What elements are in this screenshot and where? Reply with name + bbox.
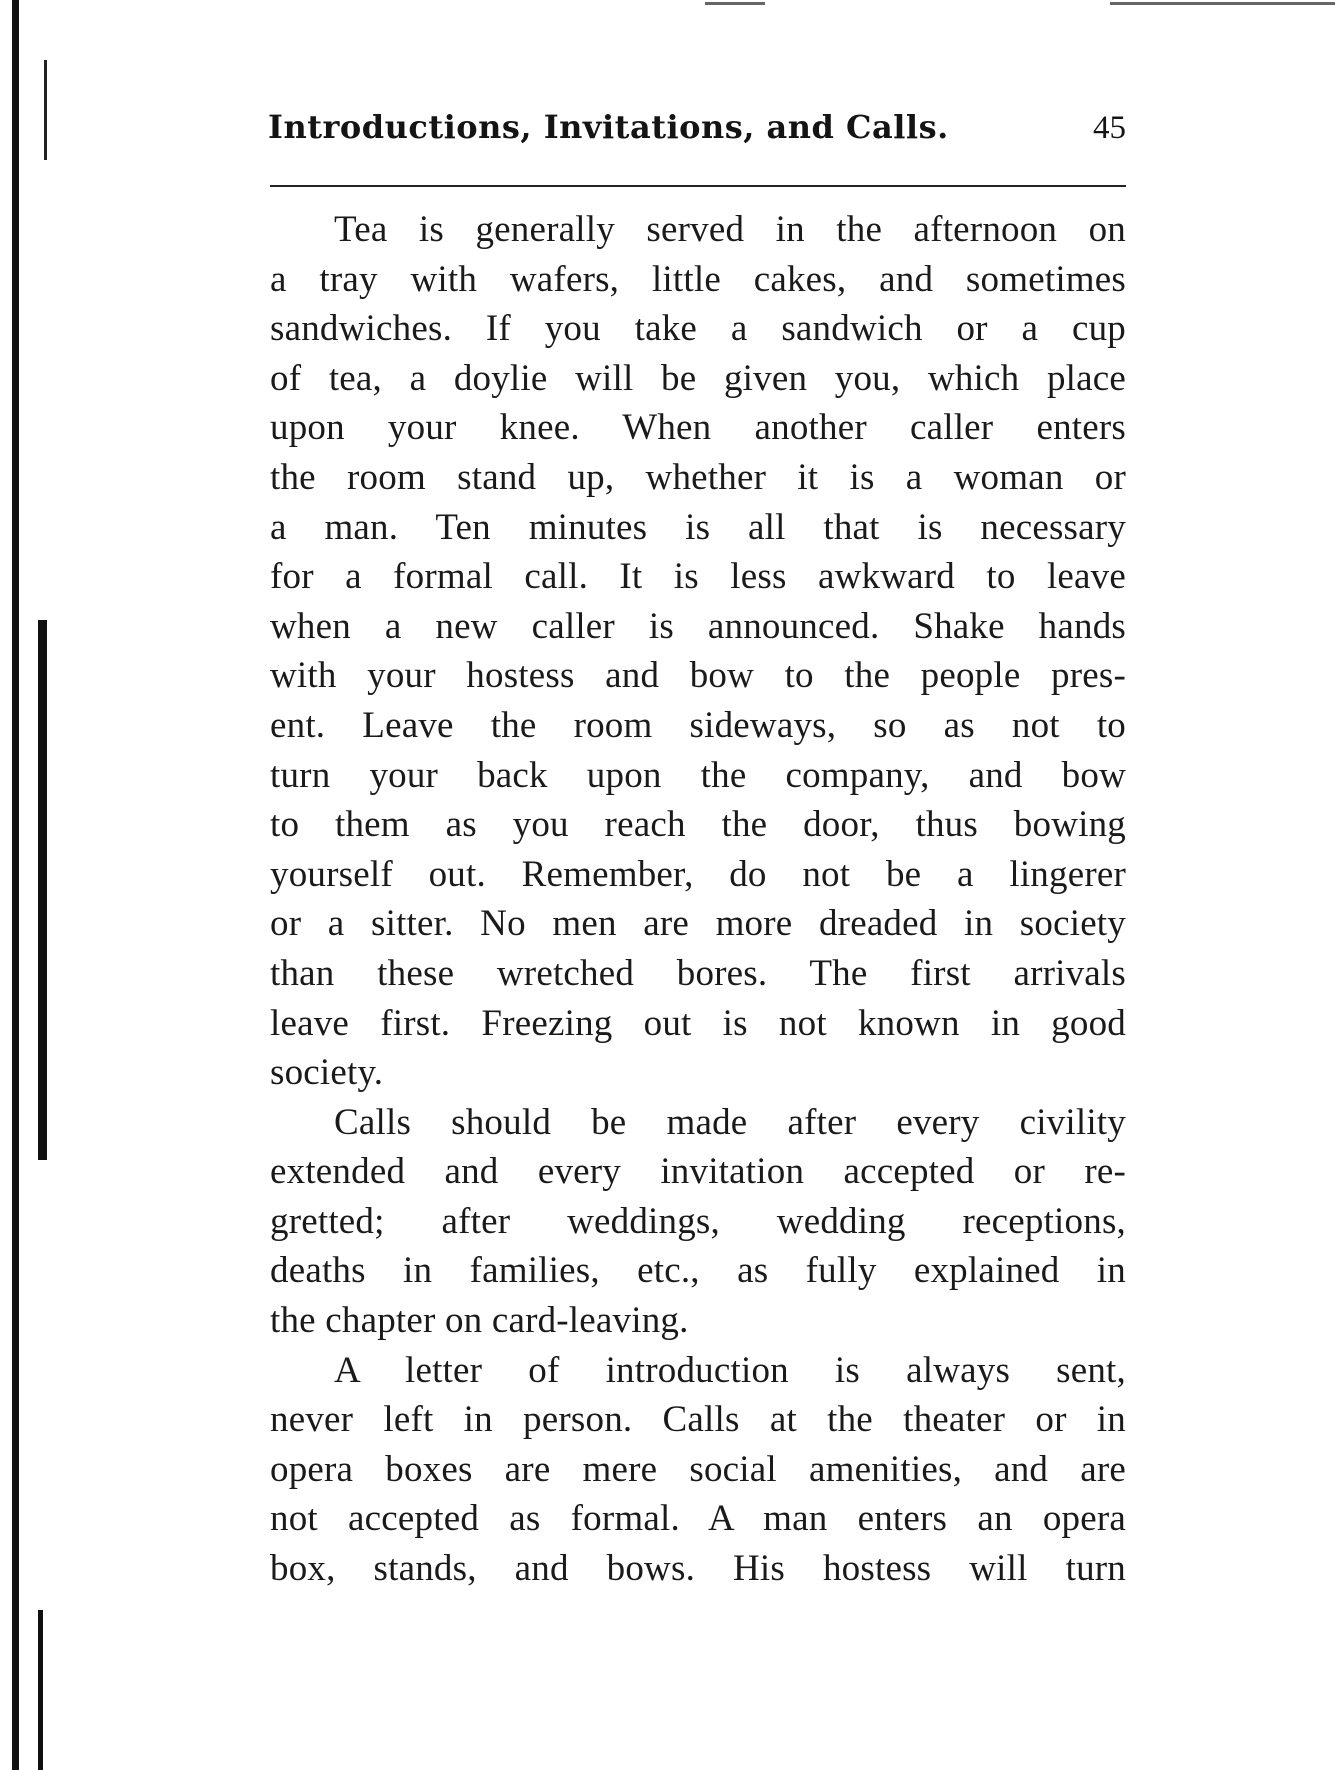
text-line: to them as you reach the door, thus bowing bbox=[270, 804, 1126, 846]
text-line: sandwiches. If you take a sandwich or a cup bbox=[270, 308, 1126, 350]
text-line: a man. Ten minutes is all that is necessary bbox=[270, 506, 1126, 548]
paragraph-2 bbox=[270, 1098, 1126, 1346]
text-line: of tea, a doylie will be given you, which place bbox=[270, 357, 1126, 399]
text-line: opera boxes are mere social amenities, and are bbox=[270, 1448, 1126, 1490]
text-line: or a sitter. No men are more dreaded in society bbox=[270, 903, 1126, 945]
scan-binding-edge bbox=[12, 0, 19, 1770]
text-line: the room stand up, whether it is a woman or bbox=[270, 456, 1126, 498]
text-line: turn your back upon the company, and bow bbox=[270, 754, 1126, 796]
page-number: 45 bbox=[1093, 110, 1126, 146]
text-line: for a formal call. It is less awkward to leave bbox=[270, 556, 1126, 598]
text-line: society. bbox=[270, 1052, 384, 1094]
text-line: gretted; after weddings, wedding receptions, bbox=[270, 1200, 1126, 1242]
text-line: A letter of introduction is always sent, bbox=[334, 1349, 1126, 1391]
paragraph-1 bbox=[270, 205, 1126, 1098]
text-line: Tea is generally served in the afternoon on bbox=[334, 209, 1126, 250]
text-line: deaths in families, etc., as fully explained in bbox=[270, 1250, 1126, 1292]
scan-smudge bbox=[1110, 2, 1335, 5]
text-line: not accepted as formal. A man enters an opera bbox=[270, 1498, 1126, 1540]
scan-smudge bbox=[705, 2, 765, 5]
paragraph-3 bbox=[270, 1346, 1126, 1594]
text-line: a tray with wafers, little cakes, and sometimes bbox=[270, 258, 1126, 300]
scan-binding-shadow bbox=[38, 620, 47, 1160]
page-header bbox=[268, 108, 1126, 158]
text-line: with your hostess and bow to the people pres- bbox=[270, 655, 1126, 697]
text-line: box, stands, and bows. His hostess will turn bbox=[270, 1548, 1126, 1590]
scan-binding-mark bbox=[44, 60, 47, 160]
text-line: yourself out. Remember, do not be a lingerer bbox=[270, 853, 1126, 895]
text-line: extended and every invitation accepted or re- bbox=[270, 1151, 1126, 1193]
text-line: than these wretched bores. The first arrivals bbox=[270, 952, 1126, 994]
text-line: when a new caller is announced. Shake hands bbox=[270, 605, 1126, 647]
header-rule bbox=[270, 185, 1126, 187]
running-head: Introductions, Invitations, and Calls. bbox=[268, 108, 949, 146]
scan-binding-shadow-bottom bbox=[38, 1610, 43, 1770]
text-line: upon your knee. When another caller enters bbox=[270, 407, 1126, 449]
text-line: the chapter on card-leaving. bbox=[270, 1300, 689, 1342]
text-line: ent. Leave the room sideways, so as not to bbox=[270, 704, 1126, 746]
text-line: never left in person. Calls at the theater or in bbox=[270, 1399, 1126, 1441]
body-text bbox=[270, 205, 1126, 1594]
text-line: Calls should be made after every civility bbox=[334, 1101, 1126, 1143]
text-line: leave first. Freezing out is not known in good bbox=[270, 1002, 1126, 1044]
